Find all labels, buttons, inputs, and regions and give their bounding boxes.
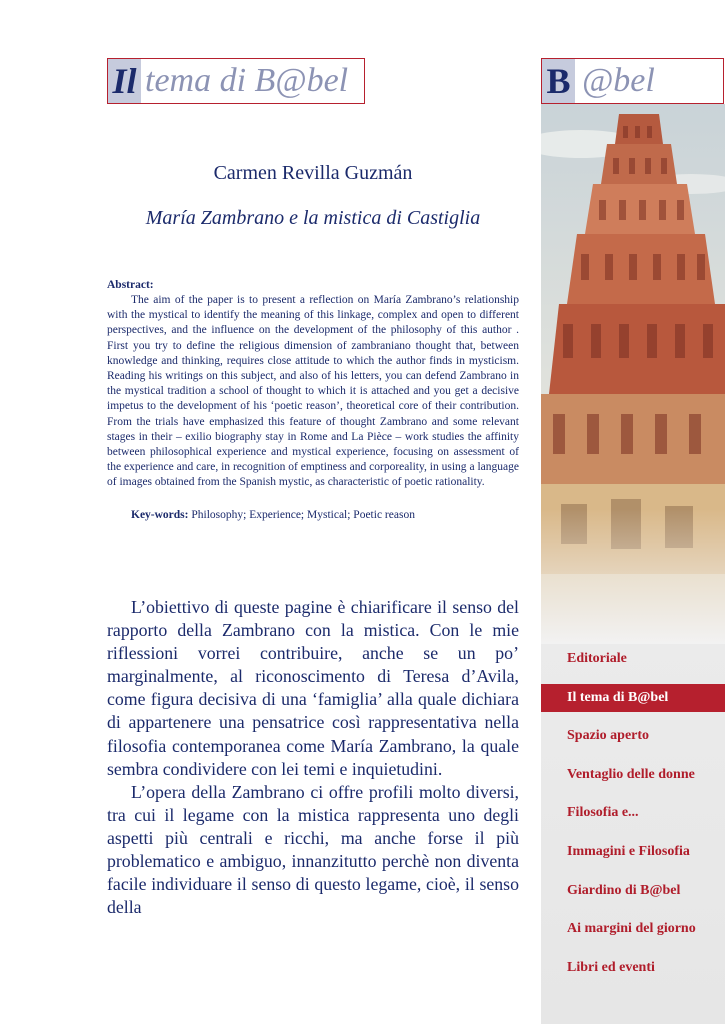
- keywords-list: Philosophy; Experience; Mystical; Poetic reason: [191, 509, 415, 521]
- menu-item-spazio-aperto[interactable]: Spazio aperto: [567, 728, 650, 744]
- keywords-label: Key-words:: [131, 509, 189, 521]
- menu-item-ai-margini-del-giorno[interactable]: Ai margini del giorno: [567, 921, 696, 937]
- keywords: [131, 509, 415, 521]
- section-header: [107, 58, 365, 104]
- sidebar-menu: [541, 645, 725, 992]
- article-title: María Zambrano e la mistica di Castiglia: [145, 207, 481, 229]
- body-paragraph: L’opera della Zambrano ci offre profili molto diversi, tra cui il legame con la mistica rappresenta uno degli aspetti più centrali e ricchi, ma anche forse il più problematico e ambiguo, innanzitutto perchè non diventa facile individuare il senso di questo legame, cioè, il senso della: [107, 781, 519, 918]
- abstract-label: Abstract:: [107, 279, 154, 291]
- babel-logo-initial: B: [542, 59, 575, 103]
- babel-logo[interactable]: [541, 58, 724, 104]
- menu-item-giardino-di-babel[interactable]: Giardino di B@bel: [567, 882, 681, 898]
- menu-item-ventaglio-delle-donne[interactable]: Ventaglio delle donne: [567, 766, 695, 782]
- menu-item-libri-ed-eventi[interactable]: Libri ed eventi: [567, 959, 655, 975]
- article-body: [107, 596, 519, 919]
- babel-logo-text: @bel: [582, 62, 655, 99]
- menu-item-il-tema-di-babel[interactable]: Il tema di B@bel: [541, 684, 725, 712]
- menu-item-filosofia-e[interactable]: Filosofia e...: [567, 805, 639, 821]
- menu-item-editoriale[interactable]: Editoriale: [567, 651, 627, 666]
- menu-item-immagini-e-filosofia[interactable]: Immagini e Filosofia: [567, 843, 690, 859]
- tower-of-babel-painting: [541, 104, 725, 644]
- section-header-title: tema di B@bel: [145, 62, 349, 99]
- sidebar: [541, 104, 725, 1024]
- section-header-initial: Il: [108, 59, 141, 103]
- abstract-text: The aim of the paper is to present a reflection on María Zambrano’s relationship with the mystical to identify the meaning of this linkage, complex and open to different perspectives, and the influence on the development of the philosophy of this author . First you try to define the religious dimension of zambraniano thought that, between knowledge and thinking, requires close attitude to which the author finds in mysticism. Reading his writings on this subject, and also of his letters, you can defend Zambrano in the mystical tradition a school of thought to which it is attached and you get a decisive impetus to the development of his ‘poetic reason’, theoretical core of their contribution. From the trials have emphasized this feature of thought Zambrano and some relevant stages in their – exilio biography stay in Rome and La Pièce – work studies the affinity between philosophical experience and mystical experience, focusing on assessment of the experience and care, in recognition of emptiness and corporeality, in using a language of images obtained from the Spanish mystic, as characteristic of poetic rationality.: [107, 294, 519, 489]
- body-paragraph: L’obiettivo di queste pagine è chiarificare il senso del rapporto della Zambrano con la mistica. Con le mie riflessioni vorrei contribuire, anche se un po’ marginalmente, al riconoscimento di Teresa d’Avila, come figura decisiva di una ‘famiglia’ alla quale dichiara di appartenere una pensatrice così rappresentativa nella filosofia contemporanea come María Zambrano, la quale sembra condividere con lei temi e inquietudini.: [107, 597, 519, 779]
- article-author: Carmen Revilla Guzmán: [213, 162, 413, 184]
